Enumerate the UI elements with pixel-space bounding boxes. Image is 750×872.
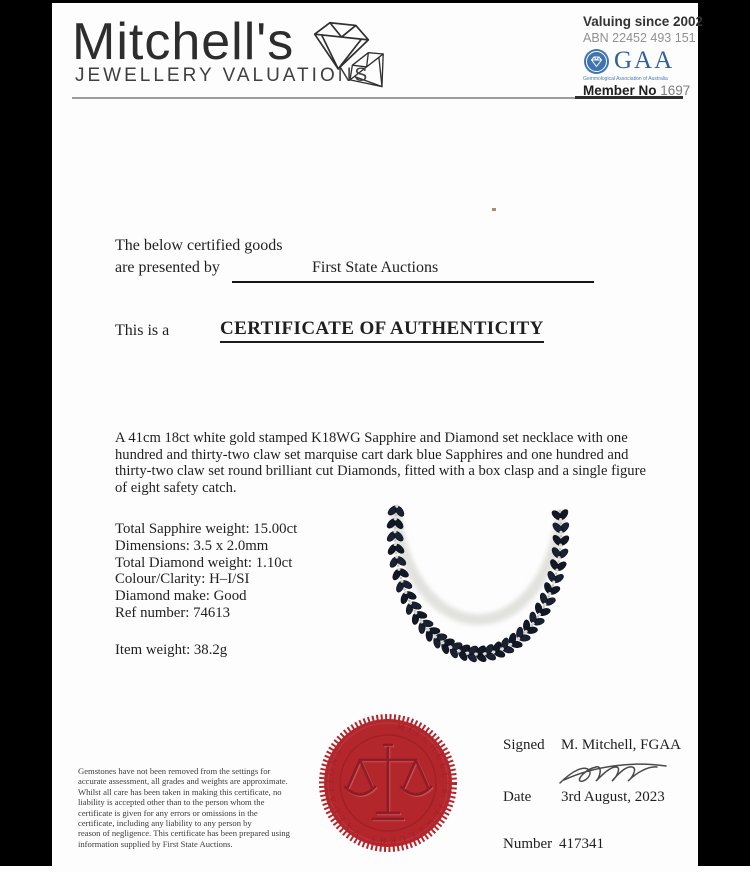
abn-number: ABN 22452 493 151 <box>583 31 696 45</box>
spec-dimensions: Dimensions: 3.5 x 2.0mm <box>115 537 269 554</box>
spec-ref-number: Ref number: 74613 <box>115 604 231 621</box>
number-value: 417341 <box>559 836 604 852</box>
disclaimer-line: reason of negligence. This certificate has been prepared using <box>78 828 290 839</box>
scan-edge-right <box>698 0 750 866</box>
disclaimer-text <box>78 766 290 849</box>
brand-subtitle: JEWELLERY VALUATIONS <box>75 65 371 86</box>
gaa-caption: Gemmological Association of Australia <box>583 76 668 82</box>
number-label: Number <box>503 836 553 852</box>
gaa-badge-icon <box>583 48 610 75</box>
presenter-name: First State Auctions <box>312 259 439 276</box>
certificate-title: CERTIFICATE OF AUTHENTICITY <box>220 318 544 343</box>
title-prefix: This is a <box>115 322 170 339</box>
item-description <box>115 430 646 496</box>
date-label: Date <box>503 789 532 805</box>
gaa-badge <box>583 47 674 75</box>
disclaimer-line: certificate, including any liability to any person by <box>78 818 252 829</box>
member-no-value: 1697 <box>660 83 691 98</box>
signature-scribble <box>556 757 668 789</box>
description-line: thirty-two claw set round brilliant cut Diamonds, fitted with a box clasp and a single figure <box>115 463 646 480</box>
gaa-acronym: GAA <box>614 47 675 74</box>
description-line: A 41cm 18ct white gold stamped K18WG Sapphire and Diamond set necklace with one <box>115 430 628 446</box>
tagline: Valuing since 2002 <box>583 14 704 29</box>
spec-diamond-weight: Total Diamond weight: 1.10ct <box>115 554 293 571</box>
spec-list <box>115 521 297 622</box>
disclaimer-line: certificate is given for any errors or omissions in the <box>78 807 258 818</box>
presenter-underline <box>232 281 594 283</box>
diamonds-logo-icon <box>296 6 404 102</box>
presented-line1: The below certified goods <box>115 237 283 254</box>
necklace-photo <box>360 492 600 677</box>
signed-value: M. Mitchell, FGAA <box>561 737 681 753</box>
member-number <box>583 83 690 98</box>
brand-name: Mitchell's <box>72 13 295 71</box>
spec-diamond-make: Diamond make: Good <box>115 588 247 605</box>
description-line: hundred and thirty-two claw set marquise cart dark blue Sapphires and one hundred and <box>115 446 629 463</box>
disclaimer-line: information supplied by First State Auctions. <box>78 838 233 849</box>
wax-seal <box>311 704 466 860</box>
seal-embossed-text: MITCHELL'S JEWELLERY VALUATIONS <box>324 720 452 847</box>
signed-label: Signed <box>503 737 545 753</box>
spec-sapphire-weight: Total Sapphire weight: 15.00ct <box>115 521 298 537</box>
description-line: of eight safety catch. <box>115 479 237 496</box>
scan-speck <box>492 208 496 211</box>
member-label: Member No <box>583 83 657 98</box>
disclaimer-line: Whilst all care has been taken in making this certificate, no <box>78 786 282 797</box>
scan-edge-top <box>0 0 750 3</box>
disclaimer-line: accurate assessment, all grades and weights are approximate. <box>78 776 288 787</box>
scan-edge-left <box>0 0 52 866</box>
item-weight: Item weight: 38.2g <box>115 642 228 658</box>
presented-line2: are presented by <box>115 259 220 276</box>
date-value: 3rd August, 2023 <box>561 789 665 805</box>
disclaimer-line: Gemstones have not been removed from the settings for <box>78 766 271 776</box>
spec-colour-clarity: Colour/Clarity: H–I/SI <box>115 571 250 588</box>
disclaimer-line: liability is accepted other than to the person whom the <box>78 797 265 808</box>
